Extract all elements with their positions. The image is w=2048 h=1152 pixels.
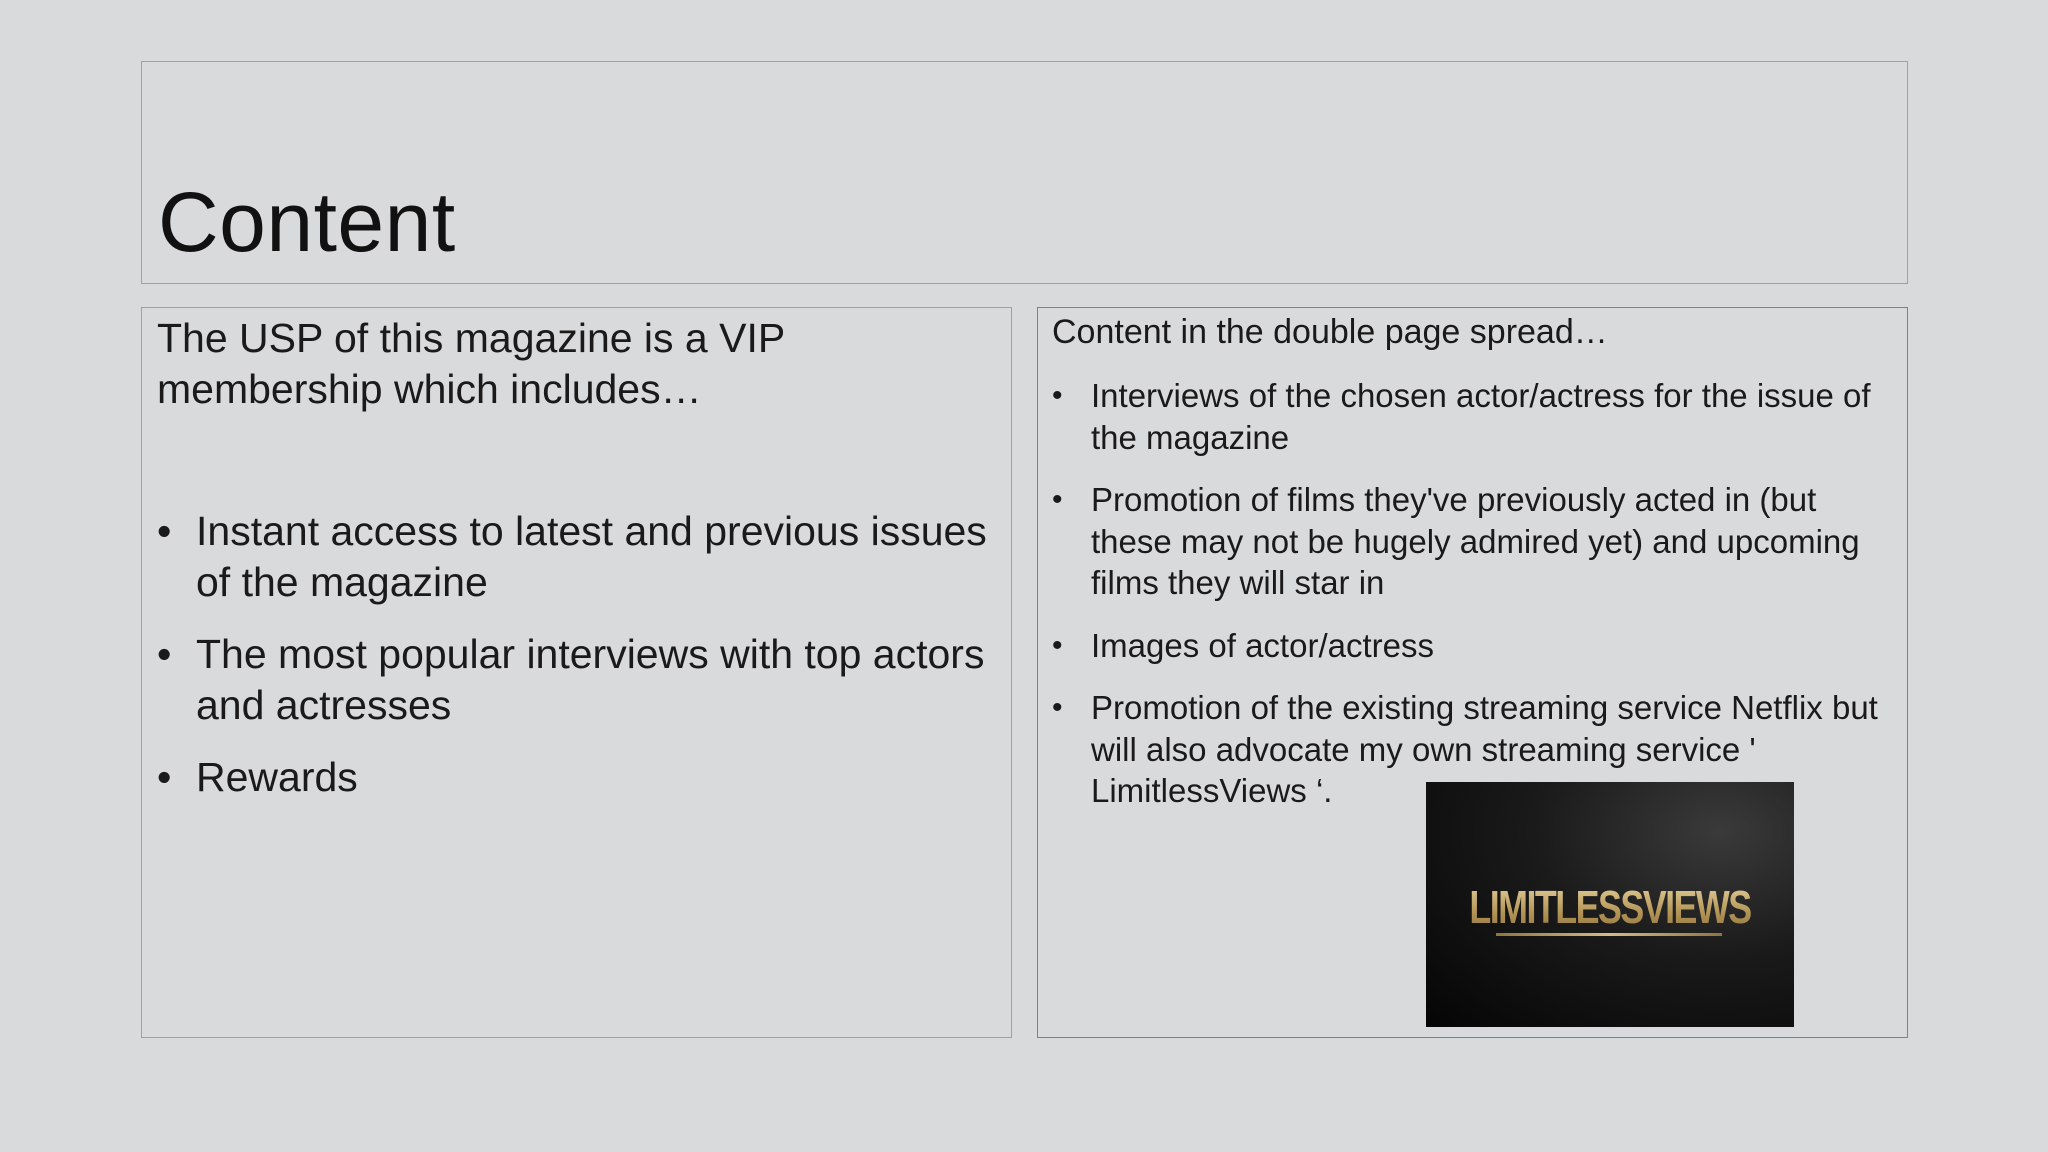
right-intro-text: Content in the double page spread… [1052,313,1608,351]
bullet-icon: • [1052,379,1063,412]
list-item-text: Instant access to latest and previous issues of the magazine [196,508,987,605]
logo-wordmark: LIMITLESSVIEWS [1466,880,1753,934]
list-item-text: Promotion of films they've previously acted in (but these may not be hugely admired yet) and upcoming films they will star in [1091,481,1860,601]
bullet-icon: • [157,508,172,554]
list-item-text: The most popular interviews with top actors and actresses [196,631,985,728]
left-content-box [141,307,1012,1038]
list-item [1052,479,1892,604]
list-item-text: Promotion of the existing streaming service Netflix but will also advocate my own streaming service ' LimitlessViews ‘. [1091,689,1878,809]
limitlessviews-logo-image [1426,782,1794,1027]
list-item-text: Images of actor/actress [1091,626,1434,664]
bullet-icon: • [1052,483,1063,516]
bullet-icon: • [1052,691,1063,724]
bullet-icon: • [1052,628,1063,662]
logo-underline [1496,933,1722,936]
list-item [1052,625,1892,667]
list-item [1052,375,1892,458]
right-bullet-list [1052,375,1892,833]
list-item-text: Rewards [196,754,358,800]
bullet-icon: • [157,754,172,800]
list-item-text: Interviews of the chosen actor/actress for the issue of the magazine [1091,377,1871,456]
left-bullet-list [157,506,987,824]
list-item [157,629,987,731]
slide-title: Content [158,175,456,269]
title-placeholder [141,61,1908,284]
list-item [157,752,987,803]
list-item [157,506,987,608]
left-intro-text: The USP of this magazine is a VIP membership which includes… [157,315,785,412]
bullet-icon: • [157,631,172,677]
